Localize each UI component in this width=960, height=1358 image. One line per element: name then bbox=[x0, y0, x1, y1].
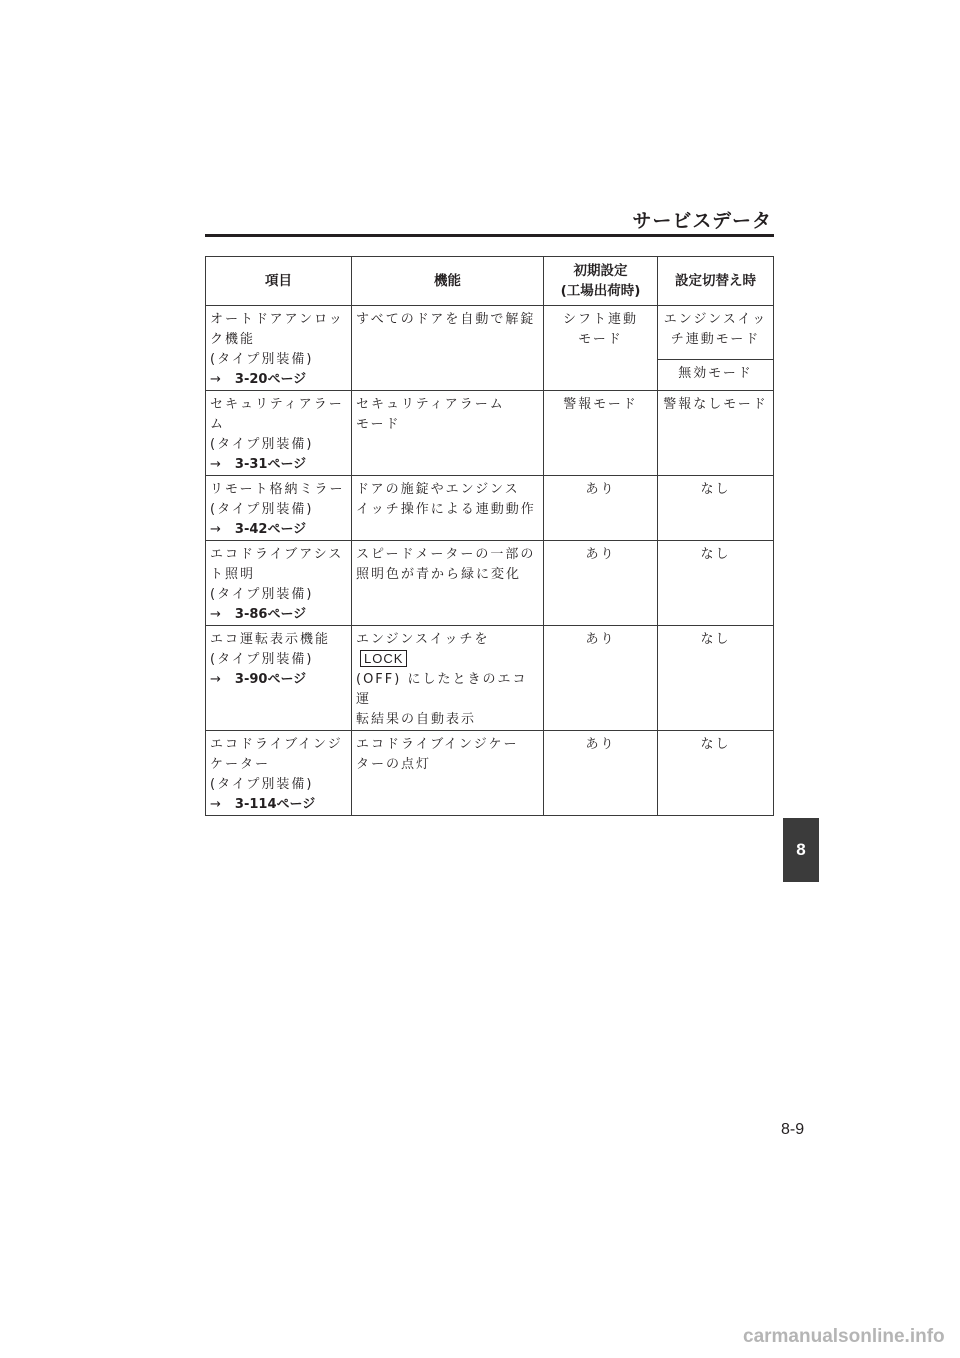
switched-cell: 無効モード bbox=[658, 360, 774, 391]
page-reference[interactable] bbox=[210, 370, 347, 390]
function-cell: すべてのドアを自動で解錠 bbox=[352, 306, 544, 391]
table-header-row bbox=[206, 257, 774, 306]
arrow-icon: → bbox=[210, 372, 223, 387]
item-cell bbox=[206, 306, 352, 391]
default-cell: あり bbox=[544, 626, 658, 731]
page-reference-link[interactable]: 3-20ページ bbox=[234, 372, 307, 387]
table-row bbox=[206, 391, 774, 476]
arrow-icon: → bbox=[210, 522, 223, 537]
page-reference[interactable] bbox=[210, 605, 347, 625]
watermark: carmanualsonline.info bbox=[743, 1326, 945, 1347]
header-switched: 設定切替え時 bbox=[658, 257, 774, 306]
item-name-line: エコドライブアシス bbox=[210, 547, 344, 562]
item-note: (タイプ別装備) bbox=[210, 777, 314, 792]
header-default: 初期設定 (工場出荷時) bbox=[544, 257, 658, 306]
title-underline bbox=[205, 234, 774, 237]
item-note: (タイプ別装備) bbox=[210, 652, 314, 667]
item-cell bbox=[206, 541, 352, 626]
page-reference-link[interactable]: 3-31ページ bbox=[234, 457, 307, 472]
item-name-line: セキュリティアラーム bbox=[210, 397, 344, 432]
item-name-line: ケーター bbox=[210, 757, 271, 772]
function-cell: セキュリティアラーム モード bbox=[352, 391, 544, 476]
item-name-line: ク機能 bbox=[210, 332, 256, 347]
switched-cell: なし bbox=[658, 541, 774, 626]
section-title: サービスデータ bbox=[632, 210, 772, 232]
item-note: (タイプ別装備) bbox=[210, 502, 314, 517]
switched-cell: 警報なしモード bbox=[658, 391, 774, 476]
function-text: (OFF) にしたときのエコ運 転結果の自動表示 bbox=[356, 672, 528, 727]
page-reference-link[interactable]: 3-42ページ bbox=[234, 522, 307, 537]
chapter-tab[interactable]: 8 bbox=[783, 818, 819, 882]
item-cell bbox=[206, 476, 352, 541]
function-cell: スピードメーターの一部の 照明色が青から緑に変化 bbox=[352, 541, 544, 626]
header-item: 項目 bbox=[206, 257, 352, 306]
settings-table bbox=[205, 256, 774, 816]
switched-cell: なし bbox=[658, 626, 774, 731]
item-note: (タイプ別装備) bbox=[210, 437, 314, 452]
default-cell: シフト連動 モード bbox=[544, 306, 658, 391]
arrow-icon: → bbox=[210, 457, 223, 472]
function-text: エンジンスイッチを bbox=[356, 632, 490, 647]
item-note: (タイプ別装備) bbox=[210, 352, 314, 367]
table-row bbox=[206, 306, 774, 360]
header-function: 機能 bbox=[352, 257, 544, 306]
switched-cell: エンジンスイッ チ連動モード bbox=[658, 306, 774, 360]
page-reference-link[interactable]: 3-86ページ bbox=[234, 607, 307, 622]
function-cell: ドアの施錠やエンジンス イッチ操作による連動動作 bbox=[352, 476, 544, 541]
item-name-line: オートドアアンロッ bbox=[210, 312, 344, 327]
table-row bbox=[206, 476, 774, 541]
item-cell bbox=[206, 626, 352, 731]
arrow-icon: → bbox=[210, 672, 223, 687]
page-reference-link[interactable]: 3-90ページ bbox=[234, 672, 307, 687]
table-row bbox=[206, 541, 774, 626]
switched-cell: なし bbox=[658, 731, 774, 816]
table-row bbox=[206, 731, 774, 816]
item-name-line: リモート格納ミラー bbox=[210, 482, 345, 497]
default-cell: あり bbox=[544, 476, 658, 541]
default-cell: あり bbox=[544, 541, 658, 626]
default-cell: 警報モード bbox=[544, 391, 658, 476]
item-name-line: エコ運転表示機能 bbox=[210, 632, 331, 647]
item-note: (タイプ別装備) bbox=[210, 587, 314, 602]
page-reference-link[interactable]: 3-114ページ bbox=[234, 797, 316, 812]
switched-cell: なし bbox=[658, 476, 774, 541]
page-reference[interactable] bbox=[210, 795, 347, 815]
item-name-line: エコドライブインジ bbox=[210, 737, 343, 752]
page-number: 8-9 bbox=[781, 1121, 805, 1138]
item-cell bbox=[206, 731, 352, 816]
item-cell bbox=[206, 391, 352, 476]
function-cell: エコドライブインジケー ターの点灯 bbox=[352, 731, 544, 816]
function-cell bbox=[352, 626, 544, 731]
item-name-line: ト照明 bbox=[210, 567, 256, 582]
default-cell: あり bbox=[544, 731, 658, 816]
page-reference[interactable] bbox=[210, 455, 347, 475]
arrow-icon: → bbox=[210, 607, 223, 622]
page-reference[interactable] bbox=[210, 520, 347, 540]
table-row bbox=[206, 626, 774, 731]
arrow-icon: → bbox=[210, 797, 223, 812]
page-reference[interactable] bbox=[210, 670, 347, 690]
lock-key-label: LOCK bbox=[360, 650, 407, 667]
